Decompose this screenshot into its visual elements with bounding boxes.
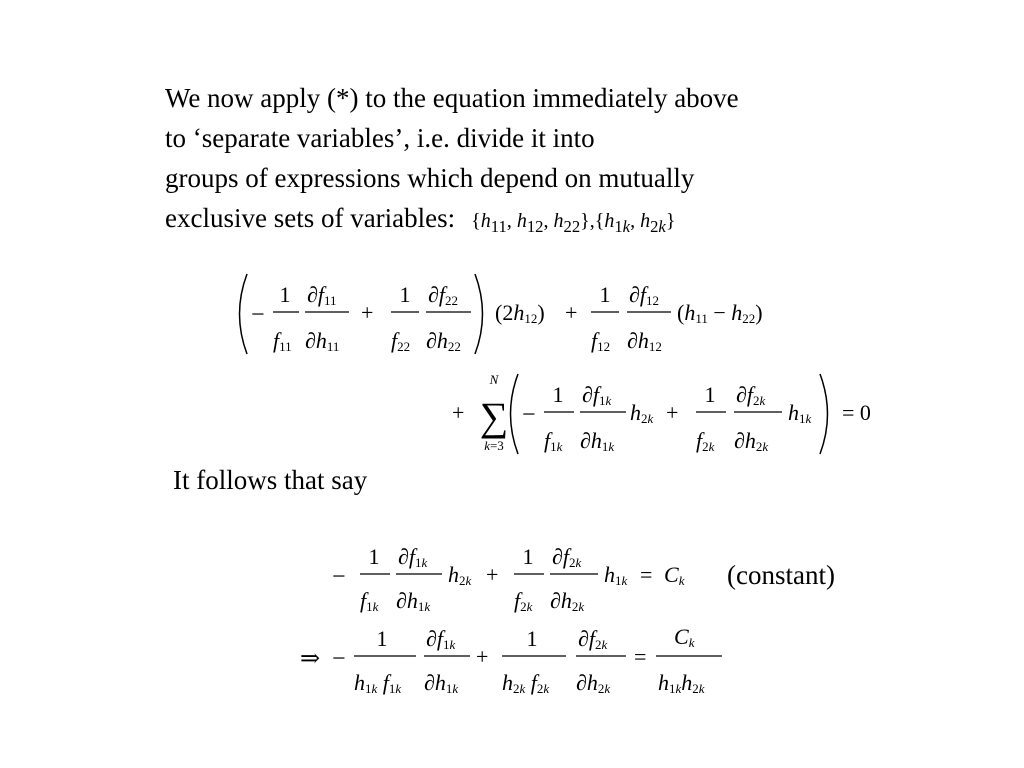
svg-text:1: 1 [376,626,388,651]
svg-text:−: − [251,302,265,328]
svg-text:∂f2k: ∂f2k [736,382,766,408]
svg-text:−: − [522,402,536,428]
svg-text:+: + [452,400,465,425]
svg-text:Ck: Ck [674,624,695,650]
svg-text:k=3: k=3 [484,438,504,453]
svg-text:+: + [361,300,374,325]
svg-text:f11: f11 [273,328,292,354]
svg-text:∂h1k: ∂h1k [396,588,431,614]
svg-text:h2k: h2k [448,562,472,588]
svg-text:∂f22: ∂f22 [428,282,458,308]
svg-text:f22: f22 [391,328,411,354]
svg-text:h1kh2k: h1kh2k [658,670,705,696]
svg-text:∂h2k: ∂h2k [734,428,769,454]
svg-text:−: − [332,646,346,672]
intro-paragraph [165,78,925,247]
svg-text:∂h2k: ∂h2k [550,588,585,614]
para-line-1: We now apply (*) to the equation immediately above [165,83,739,113]
svg-text:1: 1 [279,282,291,307]
svg-text:= 0: = 0 [842,400,871,425]
svg-text:∂h22: ∂h22 [426,328,461,354]
para-line-2: to ‘separate variables’, i.e. divide it into [165,123,595,153]
svg-text:f12: f12 [591,328,611,354]
svg-text:f1k: f1k [544,428,563,454]
svg-text:h1k f1k: h1k f1k [354,670,402,696]
svg-text:+: + [476,644,489,669]
svg-text:1: 1 [522,544,534,569]
svg-text:1: 1 [368,544,380,569]
svg-text:∑: ∑ [479,394,509,439]
svg-text:∂f2k: ∂f2k [578,626,608,652]
svg-text:1: 1 [599,282,611,307]
svg-text:∂f11: ∂f11 [307,282,337,308]
equation-3 [298,616,738,700]
svg-text:f2k: f2k [514,588,533,614]
variable-sets: {$h_{11}$, $h_{12}$, $h_{22}\},\{h_{1k}$, $h_{2k}$} [471,210,676,236]
follows-text: It follows that say [173,465,368,495]
svg-text:∂h12: ∂h12 [627,328,662,354]
svg-text:h2k: h2k [630,400,654,426]
svg-text:Ck: Ck [664,562,685,588]
svg-text:=: = [634,644,647,669]
svg-text:h1k: h1k [604,562,628,588]
svg-text:+: + [666,400,679,425]
svg-text:f1k: f1k [360,588,379,614]
para-line-4: exclusive sets of variables: {$h_{11}$, $h_{12}$, $h_{22}\},\{h_{1k}$, $h_{2k}$} [165,203,676,236]
svg-text:N: N [489,372,499,387]
svg-text:∂f1k: ∂f1k [398,544,428,570]
svg-text:1: 1 [552,382,564,407]
svg-text:(h11 − h22): (h11 − h22) [677,300,763,326]
svg-text:=: = [640,562,653,587]
svg-text:f2k: f2k [696,428,715,454]
svg-text:⇒: ⇒ [300,646,321,672]
svg-text:∂h11: ∂h11 [305,328,340,354]
svg-text:∂h1k: ∂h1k [580,428,615,454]
svg-text:1: 1 [399,282,411,307]
svg-text:∂h2k: ∂h2k [576,670,611,696]
svg-text:+: + [486,562,499,587]
para-line-3: groups of expressions which depend on mutually [165,163,695,193]
svg-text:∂f2k: ∂f2k [552,544,582,570]
svg-text:∂f1k: ∂f1k [582,382,612,408]
svg-text:1: 1 [704,382,716,407]
svg-text:(2h12): (2h12) [495,300,545,326]
svg-text:∂f1k: ∂f1k [426,626,456,652]
svg-text:h2k f2k: h2k f2k [502,670,550,696]
svg-text:−: − [332,564,346,590]
svg-text:+: + [565,300,578,325]
equation-1-row-2 [450,368,890,460]
constant-label: (constant) [727,560,835,590]
equation-1-row-1 [225,268,805,360]
svg-text:∂f12: ∂f12 [629,282,659,308]
svg-text:h1k: h1k [788,400,812,426]
svg-text:1: 1 [526,626,538,651]
svg-text:∂h1k: ∂h1k [424,670,459,696]
equation-2 [330,536,710,620]
